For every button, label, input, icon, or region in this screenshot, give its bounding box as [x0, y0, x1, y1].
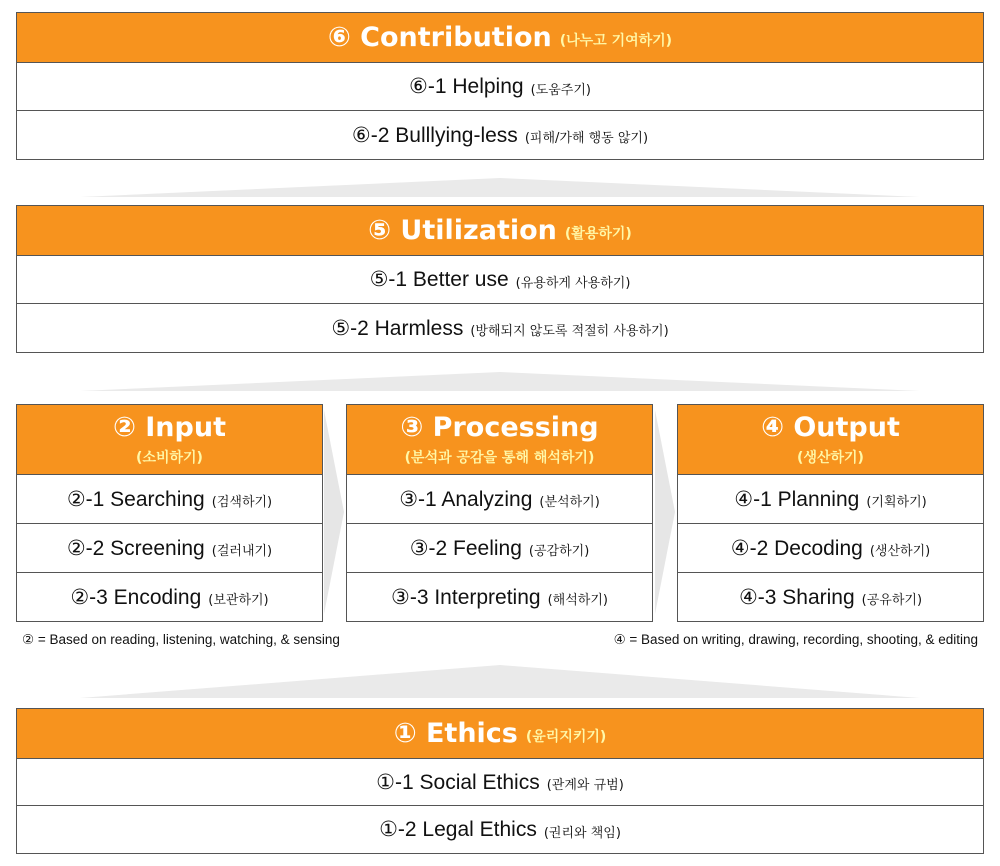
output-note: ④ = Based on writing, drawing, recording, shooting, & editing — [613, 632, 978, 647]
output-item-ko: (기획하기) — [866, 495, 927, 510]
processing-item-ko: (해석하기) — [547, 593, 608, 608]
processing-item — [347, 573, 652, 621]
output-item — [678, 475, 983, 524]
contribution-item — [17, 63, 983, 111]
contribution-item-ko: (피해/가해 행동 않기) — [524, 131, 649, 146]
ethics-item-ko: (관계와 규범) — [546, 778, 624, 793]
input-item-label: ②-3 Encoding — [70, 585, 202, 609]
processing-item-label: ③-1 Analyzing — [399, 487, 533, 511]
contribution-header — [17, 13, 983, 63]
utilization-item-label: ⑤-1 Better use — [369, 268, 509, 291]
contribution-item-label: ⑥-2 Bulllying-less — [351, 123, 518, 147]
input-item-ko: (검색하기) — [211, 495, 273, 510]
input-item-label: ②-1 Searching — [66, 487, 205, 511]
output-header — [678, 405, 983, 475]
utilization-item-ko: (유용하게 사용하기) — [515, 275, 631, 291]
processing-item — [347, 475, 652, 524]
input-title-ko: (소비하기) — [136, 450, 203, 466]
ethics-block — [16, 708, 984, 854]
input-title: ② Input — [113, 412, 226, 443]
input-item — [17, 524, 322, 573]
contribution-item-label: ⑥-1 Helping — [409, 75, 524, 98]
ethics-header — [17, 709, 983, 759]
input-header — [17, 405, 322, 475]
processing-block — [346, 404, 653, 622]
utilization-block — [16, 205, 984, 353]
utilization-header — [17, 206, 983, 256]
processing-title-ko: (분석과 공감을 통해 해석하기) — [404, 450, 595, 466]
output-title: ④ Output — [761, 412, 900, 443]
output-item — [678, 573, 983, 621]
arrow-input-to-processing — [324, 410, 344, 614]
output-item-label: ④-1 Planning — [734, 487, 860, 511]
ethics-item — [17, 759, 983, 806]
contribution-block — [16, 12, 984, 160]
input-note: ② = Based on reading, listening, watching, & sensing — [22, 632, 340, 647]
connector-band-bottom — [80, 665, 920, 698]
output-block — [677, 404, 984, 622]
input-block — [16, 404, 323, 622]
ethics-item-ko: (권리와 책임) — [543, 825, 621, 841]
processing-item-ko: (공감하기) — [528, 544, 590, 559]
arrow-processing-to-output — [655, 410, 675, 614]
contribution-title: ⑥ Contribution — [327, 22, 552, 53]
utilization-title: ⑤ Utilization — [368, 215, 557, 246]
utilization-item — [17, 256, 983, 304]
input-item-label: ②-2 Screening — [66, 536, 205, 560]
output-title-ko: (생산하기) — [797, 450, 864, 466]
connector-band-top — [80, 178, 920, 197]
output-item-label: ④-2 Decoding — [730, 536, 863, 560]
output-item-label: ④-3 Sharing — [738, 585, 855, 609]
utilization-item-ko: (방해되지 않도록 적절히 사용하기) — [470, 324, 669, 339]
input-item — [17, 475, 322, 524]
input-item — [17, 573, 322, 621]
processing-item-label: ③-3 Interpreting — [391, 585, 541, 609]
output-item — [678, 524, 983, 573]
utilization-item-label: ⑤-2 Harmless — [331, 316, 464, 340]
processing-item — [347, 524, 652, 573]
contribution-item-ko: (도움주기) — [530, 82, 591, 98]
output-item-ko: (생산하기) — [869, 544, 931, 559]
contribution-title-ko: (나누고 기여하기) — [559, 32, 673, 49]
utilization-title-ko: (활용하기) — [564, 225, 632, 242]
ethics-item-label: ①-2 Legal Ethics — [379, 818, 537, 841]
contribution-item — [17, 111, 983, 159]
processing-title: ③ Processing — [400, 412, 599, 443]
ethics-item-label: ①-1 Social Ethics — [376, 770, 540, 794]
processing-item-ko: (분석하기) — [539, 495, 600, 510]
output-item-ko: (공유하기) — [861, 593, 923, 608]
processing-item-label: ③-2 Feeling — [409, 536, 522, 560]
ethics-title-ko: (윤리지키기) — [525, 728, 607, 745]
ethics-item — [17, 806, 983, 853]
utilization-item — [17, 304, 983, 352]
connector-band-middle — [80, 372, 920, 391]
input-item-ko: (보관하기) — [208, 593, 269, 608]
processing-header — [347, 405, 652, 475]
input-item-ko: (걸러내기) — [211, 544, 273, 559]
ethics-title: ① Ethics — [393, 718, 518, 749]
